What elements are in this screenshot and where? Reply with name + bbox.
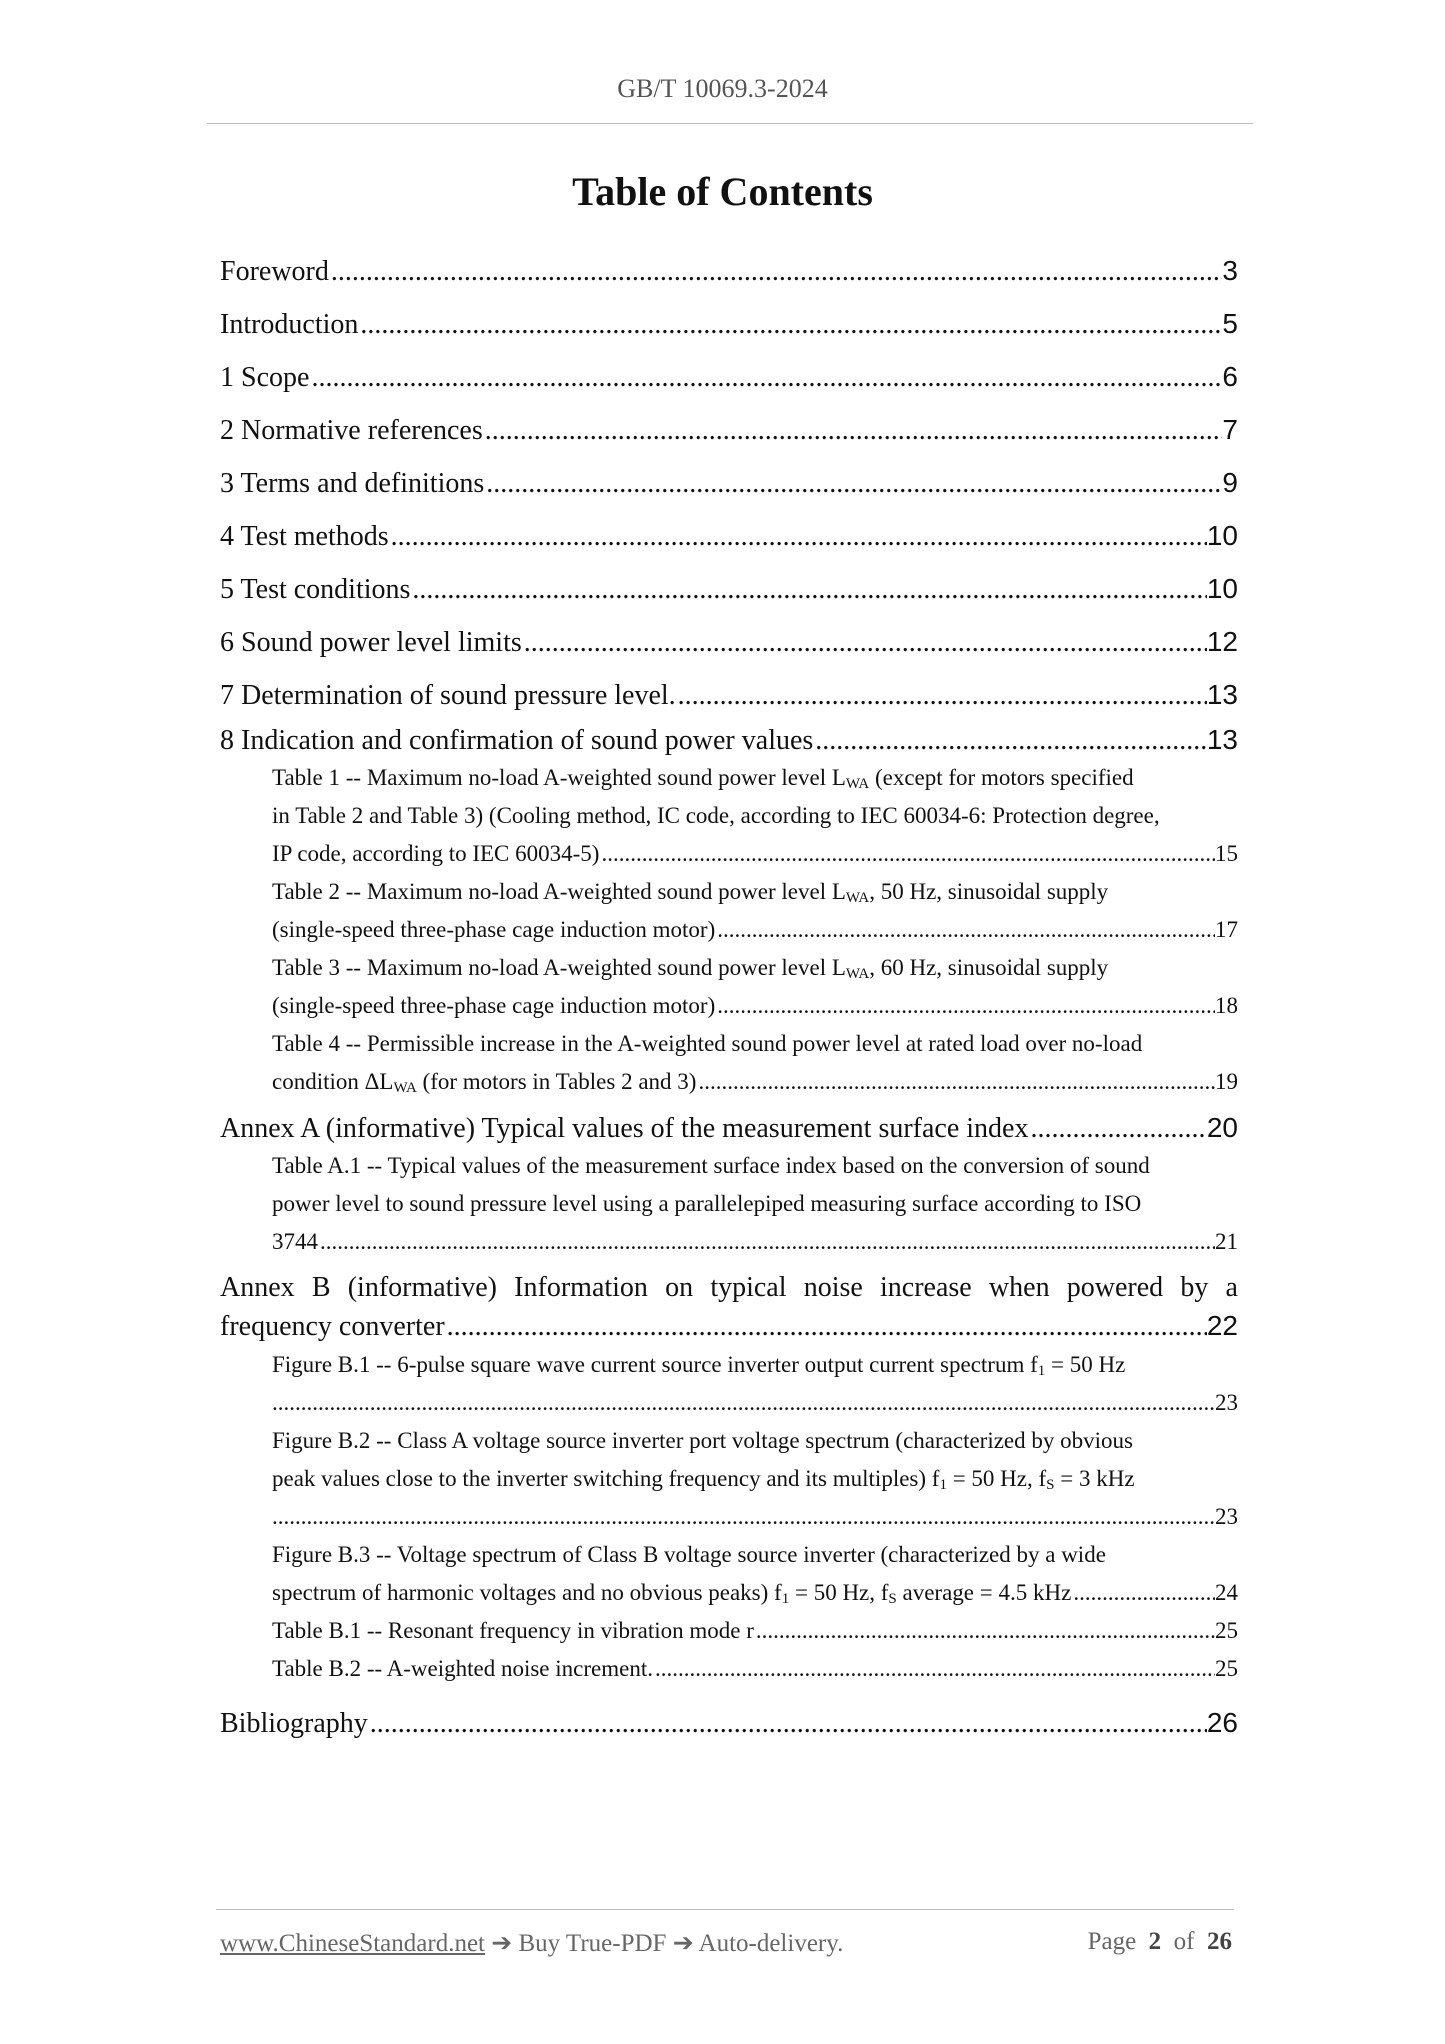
toc-entry-annex-a[interactable] (220, 1109, 1238, 1147)
dot-leader (754, 1612, 1215, 1650)
dot-leader (445, 1308, 1207, 1346)
toc-entry-table-b1[interactable] (272, 1612, 1238, 1650)
table-of-contents (220, 244, 1238, 1749)
toc-label: 1 Scope (220, 362, 310, 393)
toc-page-number: 26 (1206, 1707, 1238, 1738)
toc-text-line: Table 2 -- Maximum no-load A-weighted sound power level $L_{WA}$, 50 Hz, sinusoidal supply (272, 879, 1109, 906)
toc-label: 2 Normative references (220, 415, 483, 446)
toc-page-number: 17 (1215, 917, 1238, 942)
website-link[interactable]: www.ChineseStandard.net (220, 1930, 485, 1957)
toc-text-line: Table 3 -- Maximum no-load A-weighted sound power level $L_{WA}$, 60 Hz, sinusoidal supply (272, 955, 1109, 982)
toc-entry-test-methods[interactable] (220, 509, 1238, 562)
toc-label: Introduction (220, 309, 359, 340)
toc-page-number: 10 (1206, 520, 1238, 551)
dot-leader (368, 1697, 1207, 1750)
page-indicator: Page 2 of 26 (1087, 1928, 1232, 1955)
toc-entry-figure-b3[interactable] (272, 1536, 1238, 1612)
toc-label: 4 Test methods (220, 521, 389, 552)
toc-entry-normative-references[interactable] (220, 403, 1238, 456)
toc-entry-table-4[interactable] (272, 1025, 1238, 1101)
toc-page-number: 6 (1222, 361, 1238, 392)
dot-leader (272, 1498, 1215, 1536)
document-code-header: GB/T 10069.3-2024 (617, 74, 828, 103)
toc-entry-foreword[interactable] (220, 244, 1238, 297)
dot-leader (410, 563, 1206, 616)
toc-text-line: peak values close to the inverter switching frequency and its multiples) $f_1 = 50$ Hz, $f_S = 3$ kHz (272, 1466, 1135, 1493)
total-pages: 26 (1207, 1928, 1232, 1955)
dot-leader (599, 835, 1215, 873)
footer-divider (216, 1909, 1234, 1910)
toc-page-number: 23 (1215, 1390, 1238, 1415)
toc-label: frequency converter (220, 1311, 445, 1342)
toc-page-number: 25 (1215, 1656, 1238, 1681)
toc-page-number: 3 (1222, 255, 1238, 286)
arrow-icon: ➔ (672, 1930, 694, 1957)
toc-page-number: 10 (1206, 573, 1238, 604)
toc-label: Annex A (informative) Typical values of the measurement surface index (220, 1113, 1029, 1144)
dot-leader (1071, 1574, 1215, 1612)
toc-page-number: 25 (1215, 1618, 1238, 1643)
toc-label: condition $\Delta L_{WA}$ (for motors in Tables 2 and 3) (272, 1069, 697, 1096)
dot-leader (329, 245, 1223, 298)
toc-entry-table-3[interactable] (272, 949, 1238, 1025)
toc-entry-table-2[interactable] (272, 873, 1238, 949)
toc-entry-annex-b[interactable] (220, 1269, 1238, 1346)
toc-label: 5 Test conditions (220, 574, 411, 605)
toc-page-number: 5 (1222, 308, 1238, 339)
toc-label: IP code, according to IEC 60034-5) (272, 841, 600, 866)
toc-label: 3 Terms and definitions (220, 468, 485, 499)
toc-entry-table-a1[interactable] (272, 1147, 1238, 1261)
toc-text-line: Annex B (informative) Information on typical noise increase when powered by a (220, 1272, 1238, 1303)
dot-leader (318, 1223, 1215, 1261)
toc-page-number: 15 (1215, 841, 1238, 866)
dot-leader (483, 404, 1223, 457)
dot-leader (653, 1650, 1215, 1688)
toc-page-number: 9 (1222, 467, 1238, 498)
footer-text: Buy True-PDF (512, 1930, 673, 1957)
toc-page-number: 19 (1215, 1069, 1238, 1094)
toc-label: 7 Determination of sound pressure level. (220, 680, 676, 711)
toc-page-number: 24 (1215, 1580, 1238, 1605)
toc-label: Table B.2 -- A-weighted noise increment. (272, 1656, 653, 1681)
toc-text-line: Table A.1 -- Typical values of the measurement surface index based on the conversion of sound (272, 1153, 1150, 1178)
toc-label: 3744 (272, 1229, 318, 1254)
toc-entry-table-1[interactable] (272, 759, 1238, 873)
toc-text-line: in Table 2 and Table 3) (Cooling method, IC code, according to IEC 60034-6: Protection degree, (272, 803, 1160, 828)
dot-leader (484, 457, 1222, 510)
dot-leader (389, 510, 1207, 563)
toc-text-line: power level to sound pressure level using a parallelepiped measuring surface according to ISO (272, 1191, 1142, 1216)
toc-page-number: 13 (1206, 679, 1238, 710)
dot-leader (309, 351, 1222, 404)
header-divider (207, 123, 1253, 124)
toc-entry-terms[interactable] (220, 456, 1238, 509)
dot-leader (813, 722, 1207, 760)
arrow-icon: ➔ (491, 1930, 513, 1957)
toc-page-number: 20 (1206, 1112, 1238, 1143)
toc-label: (single-speed three-phase cage induction motor) (272, 917, 716, 942)
toc-entry-bibliography[interactable] (220, 1696, 1238, 1749)
toc-text-line: Table 4 -- Permissible increase in the A-weighted sound power level at rated load over no-load (272, 1031, 1143, 1056)
toc-page-number: 23 (1215, 1504, 1238, 1529)
toc-label: 6 Sound power level limits (220, 627, 522, 658)
toc-entry-figure-b1[interactable] (272, 1346, 1238, 1422)
toc-entry-sound-power-limits[interactable] (220, 615, 1238, 668)
toc-entry-figure-b2[interactable] (272, 1422, 1238, 1536)
page-title: Table of Contents (572, 169, 873, 214)
toc-page-number: 21 (1215, 1229, 1238, 1254)
current-page: 2 (1148, 1928, 1162, 1955)
toc-label: Foreword (220, 256, 329, 287)
dot-leader (715, 911, 1215, 949)
toc-label: Bibliography (220, 1708, 368, 1739)
toc-text-line: Figure B.2 -- Class A voltage source inverter port voltage spectrum (characterized by obvious (272, 1428, 1133, 1453)
toc-entry-determination[interactable] (220, 668, 1238, 721)
toc-entry-test-conditions[interactable] (220, 562, 1238, 615)
toc-page-number: 7 (1222, 414, 1238, 445)
toc-entry-introduction[interactable] (220, 297, 1238, 350)
toc-label: Table B.1 -- Resonant frequency in vibration mode r (272, 1618, 754, 1643)
dot-leader (715, 987, 1215, 1025)
dot-leader (676, 669, 1207, 722)
toc-entry-table-b2[interactable] (272, 1650, 1238, 1688)
dot-leader (272, 1384, 1215, 1422)
dot-leader (1028, 1110, 1206, 1148)
toc-page-number: 22 (1206, 1310, 1238, 1341)
page-footer (220, 1928, 1232, 1958)
toc-text-line: Table 1 -- Maximum no-load A-weighted sound power level $L_{WA}$ (except for motors specified (272, 765, 1134, 792)
dot-leader (696, 1063, 1215, 1101)
toc-label: (single-speed three-phase cage induction motor) (272, 993, 716, 1018)
toc-entry-scope[interactable] (220, 350, 1238, 403)
toc-page-number: 13 (1206, 724, 1238, 755)
dot-leader (522, 616, 1207, 669)
toc-text-line: Figure B.1 -- 6-pulse square wave current source inverter output current spectrum $f_1 = 50$ Hz (272, 1352, 1126, 1379)
dot-leader (358, 298, 1222, 351)
toc-text-line: Figure B.3 -- Voltage spectrum of Class B voltage source inverter (characterized by a wide (272, 1542, 1106, 1567)
toc-label: spectrum of harmonic voltages and no obvious peaks) $f_1 = 50$ Hz, $f_S$ average = 4.5 kHz (272, 1580, 1072, 1607)
toc-page-number: 12 (1206, 626, 1238, 657)
toc-entry-indication[interactable] (220, 721, 1238, 759)
toc-label: 8 Indication and confirmation of sound power values (220, 725, 814, 756)
toc-page-number: 18 (1215, 993, 1238, 1018)
footer-text: Auto-delivery. (693, 1930, 844, 1957)
